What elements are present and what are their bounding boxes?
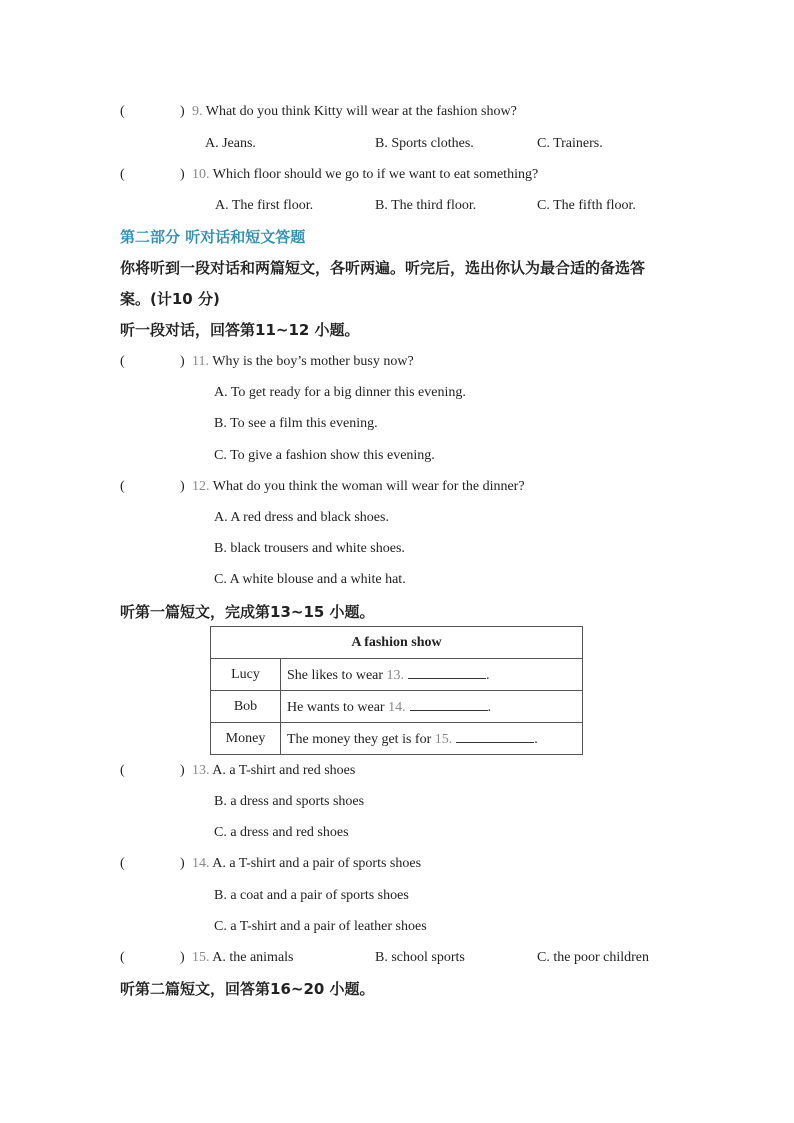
option-b: B. a coat and a pair of sports shoes [214,888,409,903]
answer-paren-close: ) [180,354,185,369]
answer-paren-close: ) [180,104,185,119]
answer-paren-close: ) [180,167,185,182]
question-text [192,949,294,967]
row-key: Money [211,723,281,755]
answer-paren-open: ( [120,856,125,871]
option-b: B. school sports [375,950,465,965]
blank-number: 14. [388,699,406,715]
option-c: C. A white blouse and a white hat. [214,572,406,587]
question-number: 13. [192,763,210,778]
option-b: B. a dress and sports shoes [214,794,365,809]
option-a: A. A red dress and black shoes. [214,510,389,525]
option-c: C. a dress and red shoes [214,825,349,840]
passage-1-heading: 听第一篇短文，完成第13~15 小题。 [120,603,375,621]
table-row [211,723,583,755]
section-title: 第二部分 听对话和短文答题 [120,228,306,246]
option-c: C. the poor children [537,950,649,965]
row-value [281,723,583,755]
question-number: 10. [192,167,210,182]
row-end: . [487,699,492,715]
question-number: 15. [192,950,210,965]
answer-paren-open: ( [120,479,125,494]
option-b: B. Sports clothes. [375,136,474,151]
row-key: Bob [211,691,281,723]
blank-number: 15. [434,731,453,747]
answer-paren-close: ) [180,950,185,965]
option-a: A. a T-shirt and red shoes [212,763,356,778]
option-a: A. a T-shirt and a pair of sports shoes [212,856,422,871]
question-number: 12. [192,479,210,494]
answer-paren-open: ( [120,104,125,119]
answer-blank [456,730,534,743]
option-c: C. To give a fashion show this evening. [214,448,435,463]
answer-paren-open: ( [120,763,125,778]
answer-paren-open: ( [120,354,125,369]
dialog-heading: 听一段对话，回答第11~12 小题。 [120,321,360,339]
option-b: B. The third floor. [375,198,477,213]
option-a: A. Jeans. [205,136,256,151]
question-number: 11. [192,354,209,369]
answer-paren-close: ) [180,763,185,778]
blank-number: 13. [386,667,405,683]
row-text: He wants to wear [287,699,385,715]
option-c: C. Trainers. [537,136,603,151]
row-key: Lucy [211,659,281,691]
option-c: C. a T-shirt and a pair of leather shoes [214,919,427,934]
row-end: . [486,667,490,683]
table-title: A fashion show [211,627,583,659]
question-text [192,478,525,496]
option-b: B. To see a film this evening. [214,416,378,431]
answer-paren-close: ) [180,479,185,494]
row-value [281,659,583,691]
row-value [281,691,583,723]
option-c: C. The fifth floor. [537,198,636,213]
table-row [211,691,583,723]
row-text: She likes to wear [287,667,384,683]
option-a: A. To get ready for a big dinner this evening. [214,385,466,400]
instruction-line-2: 案。(计10 分) [120,290,220,308]
answer-blank [410,698,488,711]
question-prompt: What do you think Kitty will wear at the fashion show? [205,104,517,119]
fashion-show-table [210,626,583,755]
row-end: . [534,731,538,747]
row-text: The money they get is for [287,731,432,747]
question-text [192,762,355,780]
instruction-line-1: 你将听到一段对话和两篇短文，各听两遍。听完后，选出你认为最合适的备选答 [120,259,646,277]
table-header-row [211,627,583,659]
answer-paren-close: ) [180,856,185,871]
answer-paren-open: ( [120,167,125,182]
answer-blank [408,666,486,679]
table-row [211,659,583,691]
question-prompt: What do you think the woman will wear for the dinner? [212,479,525,494]
question-text [192,855,421,873]
option-b: B. black trousers and white shoes. [214,541,405,556]
passage-2-heading: 听第二篇短文，回答第16~20 小题。 [120,980,375,998]
option-a: A. The first floor. [215,198,314,213]
question-number: 14. [192,856,210,871]
question-text [192,103,517,121]
question-text [192,166,538,184]
question-prompt: Why is the boy’s mother busy now? [212,354,414,369]
question-text [192,353,414,371]
answer-paren-open: ( [120,950,125,965]
option-a: A. the animals [212,950,294,965]
question-number: 9. [192,104,203,119]
question-prompt: Which floor should we go to if we want to eat something? [212,167,539,182]
